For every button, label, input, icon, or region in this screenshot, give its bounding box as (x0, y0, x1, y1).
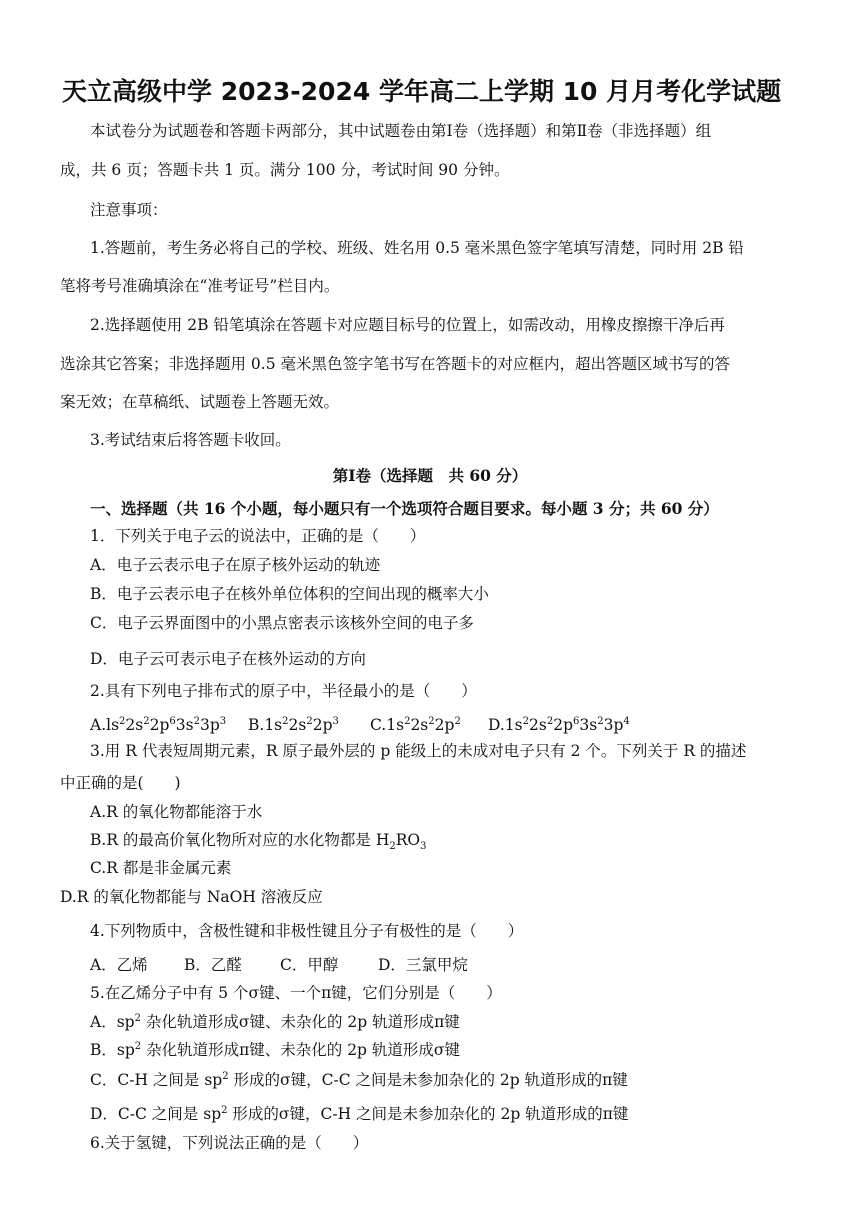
q4-option-a: A．乙烯 (90, 956, 148, 974)
intro-line-2: 成，共 6 页；答题卡共 1 页。满分 100 分，考试时间 90 分钟。 (60, 161, 510, 179)
q5-option-b: B．$sp^2$ 杂化轨道形成π键、未杂化的 2p 轨道形成σ键 (90, 1040, 460, 1059)
notice-item-1-line-1: 1.答题前，考生务必将自己的学校、班级、姓名用 0.5 毫米黑色签字笔填写清楚，同时用 2B 铅 (90, 239, 744, 257)
q4-option-c: C．甲醇 (280, 956, 339, 974)
q6-stem: 6.关于氢键，下列说法正确的是（ ） (90, 1134, 369, 1152)
q5-option-d: D．C-C 之间是 $sp^2$ 形成的σ键，C-H 之间是未参加杂化的 2p 轨道形成的π键 (90, 1104, 629, 1123)
section-title: 第Ⅰ卷（选择题 共 60 分） (332, 466, 528, 485)
q1-option-d: D．电子云可表示电子在核外运动的方向 (90, 650, 366, 668)
part-title: 一、选择题（共 16 个小题，每小题只有一个选项符合题目要求。每小题 3 分；共 60 分） (90, 499, 719, 518)
notice-heading: 注意事项： (90, 201, 168, 219)
q5-option-a: A．$sp^2$ 杂化轨道形成σ键、未杂化的 2p 轨道形成π键 (90, 1012, 460, 1031)
intro-line-1: 本试卷分为试题卷和答题卡两部分，其中试题卷由第Ⅰ卷（选择题）和第Ⅱ卷（非选择题）组 (90, 122, 712, 140)
page-title: 天立高级中学 2023-2024 学年高二上学期 10 月月考化学试题 (62, 77, 782, 106)
q1-option-c: C．电子云界面图中的小黑点密表示该核外空间的电子多 (90, 614, 474, 632)
q3-stem-line-1: 3.用 R 代表短周期元素，R 原子最外层的 p 能级上的未成对电子只有 2 个。下列关于 R 的描述 (90, 742, 747, 760)
q4-option-b: B．乙醛 (184, 956, 242, 974)
q3-option-b: B.R 的最高价氧化物所对应的水化物都是 $H_2RO_3$ (90, 831, 427, 853)
q3-option-d: D.R 的氧化物都能与 NaOH 溶液反应 (60, 888, 323, 906)
q4-option-d: D．三氯甲烷 (378, 956, 468, 974)
notice-item-2-line-2: 选涂其它答案；非选择题用 0.5 毫米黑色签字笔书写在答题卡的对应框内，超出答题区域书写的答 (60, 355, 731, 373)
q4-stem: 4.下列物质中，含极性键和非极性键且分子有极性的是（ ） (90, 922, 524, 940)
notice-item-2-line-3: 案无效；在草稿纸、试题卷上答题无效。 (60, 393, 340, 411)
q2-stem: 2.具有下列电子排布式的原子中，半径最小的是（ ） (90, 682, 477, 700)
q2-option-d: $D.1s^22s^22p^63s^23p^4$ (488, 715, 630, 734)
q2-options (90, 715, 630, 735)
q2-option-a: $A.ls^22s^22p^63s^23p^3$ (90, 715, 227, 734)
q1-stem: 1．下列关于电子云的说法中，正确的是（ ） (90, 527, 426, 545)
q1-option-a: A．电子云表示电子在原子核外运动的轨迹 (90, 556, 381, 574)
q2-option-c: $C.1s^22s^22p^2$ (370, 715, 461, 734)
notice-item-3: 3.考试结束后将答题卡收回。 (90, 431, 291, 449)
q1-option-b: B．电子云表示电子在核外单位体积的空间出现的概率大小 (90, 585, 489, 603)
notice-item-1-line-2: 笔将考号准确填涂在“准考证号”栏目内。 (60, 277, 340, 295)
q3-option-a: A.R 的氧化物都能溶于水 (90, 803, 263, 821)
q2-option-b: $B.1s^22s^22p^3$ (248, 715, 339, 734)
q3-stem-line-2: 中正确的是( ) (60, 774, 181, 792)
q3-option-c: C.R 都是非金属元素 (90, 859, 232, 877)
notice-item-2-line-1: 2.选择题使用 2B 铅笔填涂在答题卡对应题目标号的位置上，如需改动，用橡皮擦擦干净后再 (90, 316, 725, 334)
q5-option-c: C．C-H 之间是 $sp^2$ 形成的σ键，C-C 之间是未参加杂化的 2p 轨道形成的π键 (90, 1070, 628, 1089)
q5-stem: 5.在乙烯分子中有 5 个σ键、一个π键，它们分别是（ ） (90, 984, 502, 1002)
q4-options (90, 955, 468, 975)
